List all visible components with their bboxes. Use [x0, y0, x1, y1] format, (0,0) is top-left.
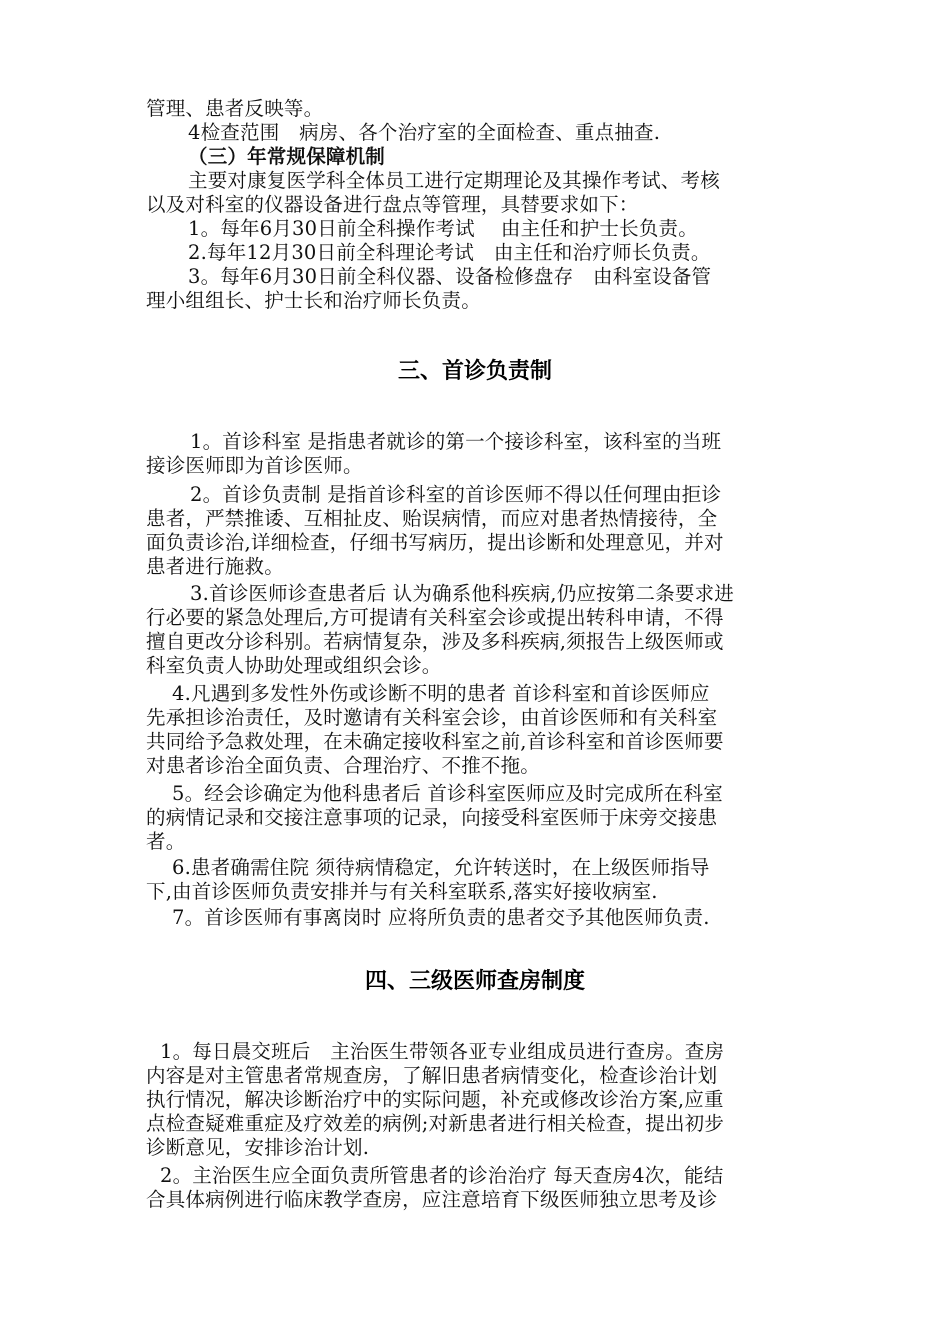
text-line: 下,由首诊医师负责安排并与有关科室联系,落实好接收病室.	[146, 880, 658, 903]
text-line: 2。首诊负责制 是指首诊科室的首诊医师不得以任何理由拒诊	[190, 483, 722, 506]
text-line: 2.每年12月30日前全科理论考试 由主任和治疗师长负责。	[188, 241, 711, 264]
text-line: 内容是对主管患者常规查房，了解旧患者病情变化，检查诊治计划	[146, 1064, 718, 1087]
text-line: 面负责诊治,详细检查，仔细书写病历，提出诊断和处理意见，并对	[146, 531, 724, 554]
section-heading: 四、三级医师查房制度	[364, 969, 585, 994]
text-line: 行必要的紧急处理后,方可提请有关科室会诊或提出转科申请，不得	[146, 606, 724, 629]
text-line: 7。首诊医师有事离岗时 应将所负责的患者交予其他医师负责.	[172, 906, 710, 929]
paragraph-item-1	[146, 1040, 808, 1160]
text-line: 1。首诊科室 是指患者就诊的第一个接诊科室，该科室的当班	[190, 430, 722, 453]
text-line: 4.凡遇到多发性外伤或诊断不明的患者 首诊科室和首诊医师应	[172, 682, 710, 705]
text-line: 主要对康复医学科全体员工进行定期理论及其操作考试、考核	[188, 169, 720, 192]
text-line: 5。经会诊确定为他科患者后 首诊科室医师应及时完成所在科室	[172, 782, 723, 805]
paragraph-item-6	[146, 856, 808, 904]
text-line: 1。每日晨交班后 主治医生带领各亚专业组成员进行查房。查房	[160, 1040, 725, 1063]
text-line: 6.患者确需住院 须待病情稳定，允许转送时，在上级医师指导	[172, 856, 710, 879]
text-line: 3.首诊医师诊查患者后 认为确系他科疾病,仍应按第二条要求进	[190, 582, 735, 605]
paragraph-item-1	[146, 430, 808, 478]
text-line: 4检查范围 病房、各个治疗室的全面检查、重点抽查.	[188, 121, 661, 144]
subsection-heading: （三）年常规保障机制	[188, 145, 386, 168]
text-line: 以及对科室的仪器设备进行盘点等管理，具替要求如下：	[146, 193, 639, 216]
text-line: 管理、患者反映等。	[146, 97, 324, 120]
text-line: 的病情记录和交接注意事项的记录，向接受科室医师于床旁交接患	[146, 806, 718, 829]
text-line: 2。主治医生应全面负责所管患者的诊治治疗 每天查房4次，能结	[160, 1164, 724, 1187]
text-line: 对患者诊治全面负责、合理治疗、不推不拖。	[146, 754, 541, 777]
section-heading: 三、首诊负责制	[397, 359, 552, 384]
text-line: 先承担诊治责任，及时邀请有关科室会诊，由首诊医师和有关科室	[146, 706, 718, 729]
text-line: 者。	[146, 830, 186, 853]
text-line: 执行情况，解决诊断治疗中的实际问题，补充或修改诊治方案,应重	[146, 1088, 724, 1111]
paragraph-item-5	[146, 782, 808, 854]
paragraph-item-3	[146, 582, 808, 678]
paragraph-item-2	[146, 483, 808, 579]
paragraph-item-2	[146, 1164, 808, 1212]
text-line: 1。每年6月30日前全科操作考试 由主任和护士长负责。	[188, 217, 698, 240]
paragraph-item-4	[146, 682, 808, 778]
text-line: 诊断意见，安排诊治计划.	[146, 1136, 370, 1159]
text-line: 擅自更改分诊科别。若病情复杂，涉及多科疾病,须报告上级医师或	[146, 630, 724, 653]
text-line: 患者，严禁推诿、互相扯皮、贻误病情，而应对患者热情接待，全	[146, 507, 718, 530]
paragraph-item-7	[146, 906, 808, 930]
text-line: 合具体病例进行临床教学查房，应注意培育下级医师独立思考及诊	[146, 1188, 718, 1211]
text-line: 点检查疑难重症及疗效差的病例;对新患者进行相关检查，提出初步	[146, 1112, 725, 1135]
text-line: 接诊医师即为首诊医师。	[146, 454, 363, 477]
text-line: 患者进行施救。	[146, 555, 284, 578]
text-line: 理小组组长、护士长和治疗师长负责。	[146, 289, 481, 312]
text-line: 科室负责人协助处理或组织会诊。	[146, 654, 442, 677]
text-line: 3。每年6月30日前全科仪器、设备检修盘存 由科室设备管	[188, 265, 712, 288]
text-line: 共同给予急救处理，在未确定接收科室之前,首诊科室和首诊医师要	[146, 730, 724, 753]
intro-paragraph	[146, 97, 808, 313]
